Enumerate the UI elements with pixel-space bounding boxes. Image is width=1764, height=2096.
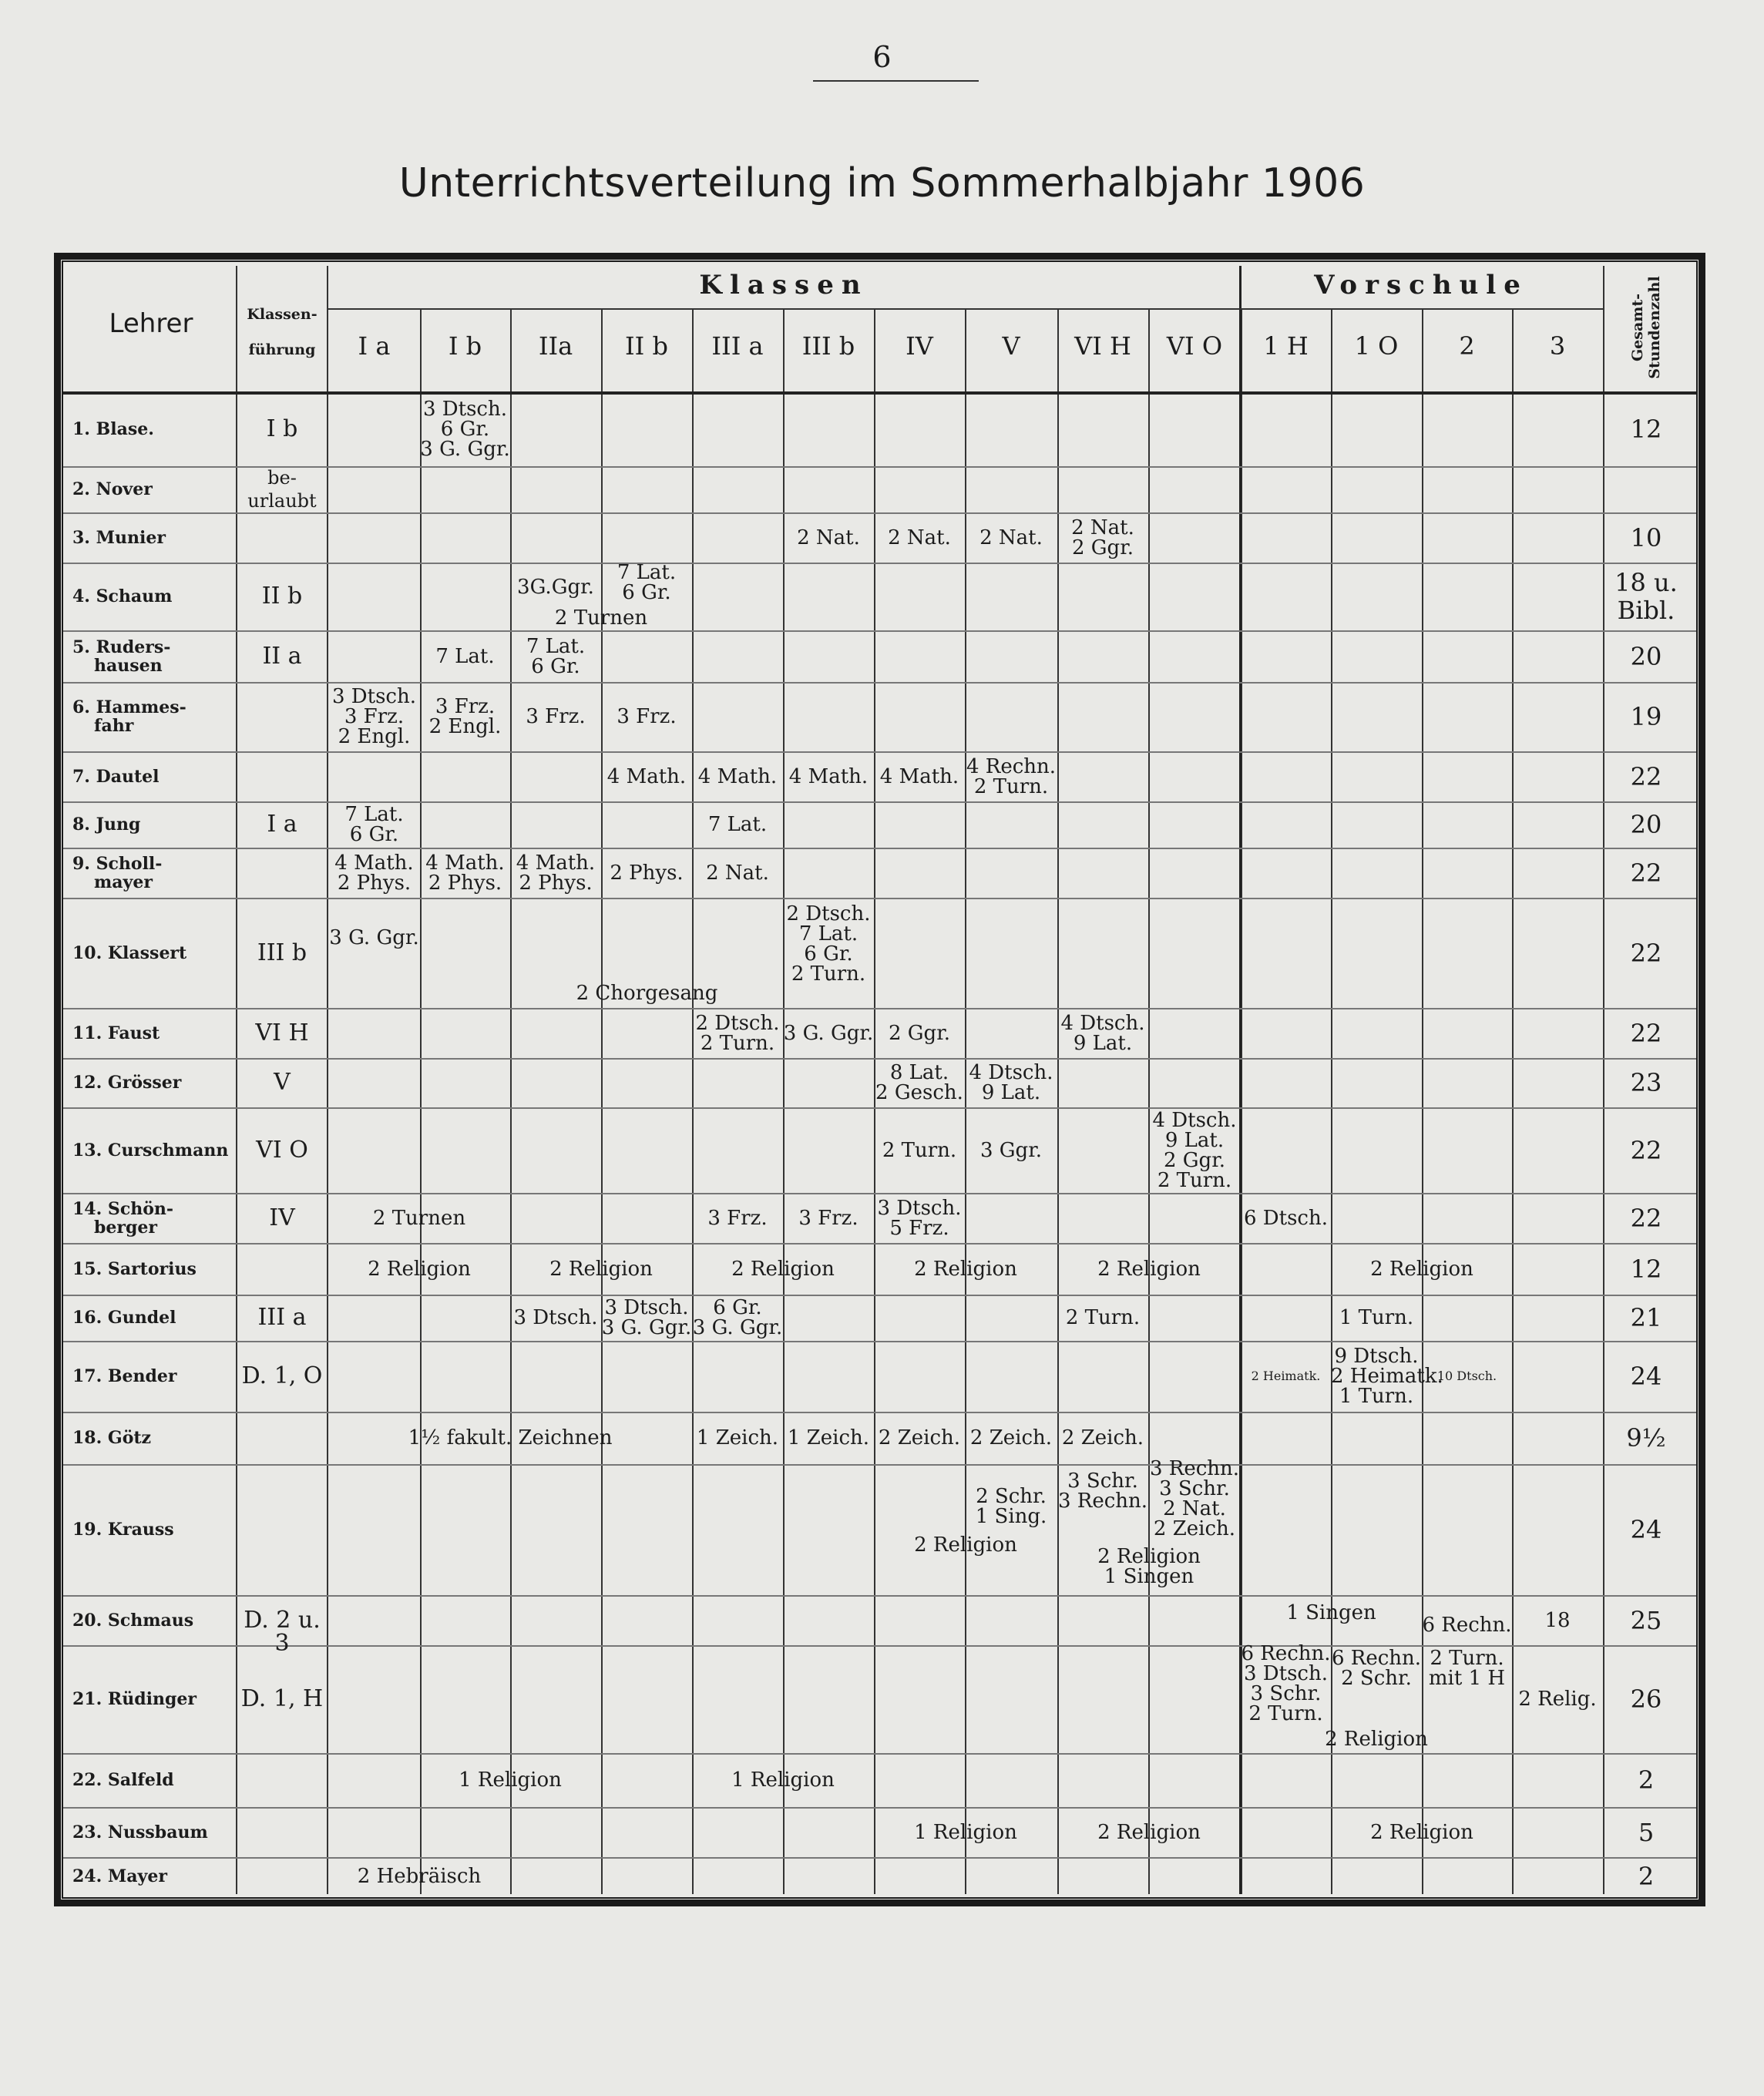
row-divider bbox=[63, 898, 1696, 899]
col-divider bbox=[601, 308, 603, 1894]
teacher-name: 18. Götz bbox=[72, 1428, 152, 1448]
row-divider bbox=[63, 1058, 1696, 1060]
schedule-cell: 3 Dtsch. bbox=[513, 1306, 598, 1329]
gesamt-stundenzahl: 20 bbox=[1630, 641, 1662, 671]
klassenfuehrung-value: D. 1, O bbox=[241, 1362, 323, 1389]
schedule-cell: 1 Religion bbox=[459, 1768, 562, 1792]
gesamt-stundenzahl: 5 bbox=[1638, 1817, 1655, 1847]
schedule-cell: 2 Religion bbox=[1370, 1257, 1473, 1281]
header-col-iv: IV bbox=[906, 331, 933, 361]
gesamt-stundenzahl: 24 bbox=[1630, 1515, 1662, 1544]
schedule-cell-line: 2 Phys. bbox=[428, 871, 502, 895]
schedule-cell-line: 4 Math. bbox=[425, 851, 505, 875]
schedule-cell bbox=[328, 687, 420, 747]
schedule-cell-line: 3 Schr. bbox=[1250, 1682, 1322, 1705]
teacher-name: 23. Nussbaum bbox=[72, 1822, 208, 1842]
teacher-name: 13. Curschmann bbox=[72, 1140, 229, 1161]
schedule-cell bbox=[1057, 1471, 1148, 1511]
page-number-rule bbox=[813, 80, 979, 82]
schedule-cell-line: mit 1 H bbox=[1428, 1667, 1506, 1690]
schedule-cell: 2 Turnen bbox=[372, 1206, 466, 1230]
schedule-cell: 2 Hebräisch bbox=[357, 1865, 482, 1888]
schedule-cell-line: 3 Schr. bbox=[1159, 1477, 1230, 1500]
schedule-cell bbox=[420, 399, 510, 459]
teacher-name: 8. Jung bbox=[72, 815, 141, 835]
gesamt-stundenzahl: 2 bbox=[1638, 1862, 1655, 1891]
gesamt-stundenzahl: 25 bbox=[1630, 1605, 1662, 1635]
schedule-cell-line: 9 Lat. bbox=[1073, 1031, 1133, 1055]
schedule-cell: 2 Nat. bbox=[979, 526, 1043, 549]
schedule-cell: 6 Rechn. bbox=[1422, 1613, 1512, 1637]
teacher-name bbox=[72, 1200, 173, 1237]
header-col-v: V bbox=[1002, 331, 1020, 361]
header-divider bbox=[328, 308, 1603, 310]
gesamt-stundenzahl: 22 bbox=[1630, 761, 1662, 791]
schedule-cell-line: 6 Gr. bbox=[349, 823, 399, 846]
teacher-name: 3. Munier bbox=[72, 527, 166, 548]
gesamt-line: 18 u. bbox=[1614, 568, 1678, 597]
schedule-cell-line: 6 Gr. bbox=[713, 1296, 762, 1319]
schedule-cell: 3 Frz. bbox=[617, 705, 677, 728]
row-divider bbox=[63, 682, 1696, 684]
schedule-cell: 2 Turn. bbox=[1065, 1306, 1141, 1329]
schedule-cell-line: 7 Lat. bbox=[526, 634, 586, 658]
teacher-name: 7. Dautel bbox=[72, 766, 160, 787]
schedule-cell-line: 4 Rechn. bbox=[966, 754, 1057, 778]
schedule-cell bbox=[1148, 1459, 1241, 1539]
schedule-cell: 7 Lat. bbox=[707, 813, 768, 836]
schedule-cell-line: 3 Dtsch. bbox=[877, 1196, 962, 1220]
schedule-cell-line: 2 Dtsch. bbox=[786, 902, 871, 925]
header-klassenfuehrung bbox=[237, 297, 327, 368]
gesamt-stundenzahl: 24 bbox=[1630, 1362, 1662, 1391]
header-col-iia: IIa bbox=[538, 331, 573, 361]
schedule-cell: 2 Religion bbox=[549, 1257, 653, 1281]
schedule-cell-line: 3 Dtsch. bbox=[331, 685, 416, 708]
row-divider bbox=[63, 1008, 1696, 1009]
schedule-cell: 2 Religion bbox=[1097, 1257, 1201, 1281]
col-divider bbox=[510, 308, 512, 1894]
schedule-cell-line: 2 Phys. bbox=[337, 871, 412, 895]
teacher-name: 17. Bender bbox=[72, 1366, 177, 1386]
gesamt-stundenzahl: 23 bbox=[1630, 1068, 1662, 1097]
schedule-cell bbox=[420, 697, 510, 737]
col-divider bbox=[692, 308, 694, 1894]
row-divider bbox=[63, 848, 1696, 849]
schedule-cell: 1½ fakult. Zeichnen bbox=[408, 1426, 613, 1449]
schedule-cell: 3 Frz. bbox=[798, 1206, 858, 1230]
schedule-cell-line: 2 Turn. bbox=[1157, 1168, 1232, 1192]
schedule-cell-line: 2 Turn. bbox=[791, 962, 866, 986]
schedule-cell-line: 2 Nat. bbox=[1071, 516, 1134, 539]
schedule-cell-line: 2 Heimatk. bbox=[1331, 1365, 1443, 1388]
schedule-cell-line: 6 Gr. bbox=[622, 581, 671, 604]
schedule-cell: 1 Singen bbox=[1286, 1601, 1376, 1624]
klassenfuehrung-value: I b bbox=[266, 415, 298, 442]
klassenfuehrung-value: IV bbox=[269, 1204, 295, 1231]
schedule-cell: 1 Zeich. bbox=[787, 1426, 870, 1449]
klassenfuehrung-value: VI O bbox=[256, 1136, 308, 1164]
header-col-vio: VI O bbox=[1166, 331, 1223, 361]
row-divider bbox=[63, 1243, 1696, 1244]
header-bottom-rule bbox=[63, 391, 1696, 395]
schedule-cell bbox=[420, 853, 510, 893]
schedule-cell-line: 3 Rechn. bbox=[1149, 1457, 1240, 1480]
schedule-cell-line: 5 Frz. bbox=[889, 1216, 949, 1240]
row-divider bbox=[63, 1464, 1696, 1466]
schedule-cell bbox=[965, 754, 1057, 798]
schedule-cell-line: 6 Gr. bbox=[440, 417, 490, 441]
schedule-cell: 1 Zeich. bbox=[696, 1426, 779, 1449]
schedule-cell: 2 Ggr. bbox=[888, 1021, 951, 1045]
schedule-cell-line: 2 Schr. bbox=[976, 1485, 1047, 1508]
col-divider bbox=[327, 266, 328, 1894]
gesamt-stundenzahl: 22 bbox=[1630, 858, 1662, 888]
gesamt-stundenzahl: 22 bbox=[1630, 1135, 1662, 1165]
row-divider bbox=[63, 563, 1696, 564]
schedule-cell-line: 2 Phys. bbox=[519, 871, 593, 895]
teacher-name-line: berger bbox=[94, 1217, 157, 1238]
header-lehrer: Lehrer bbox=[109, 308, 193, 339]
schedule-cell-line: 1 Singen bbox=[1104, 1565, 1194, 1588]
schedule-cell: 2 Nat. bbox=[797, 526, 860, 549]
schedule-cell: 18 bbox=[1544, 1608, 1571, 1632]
schedule-cell-line: 2 Dtsch. bbox=[695, 1011, 780, 1035]
row-divider bbox=[63, 1341, 1696, 1342]
teacher-name-line: fahr bbox=[94, 716, 134, 736]
row-divider bbox=[63, 751, 1696, 753]
schedule-cell-line: 2 Zeich. bbox=[1153, 1517, 1236, 1540]
header-col-3: 3 bbox=[1549, 331, 1566, 361]
schedule-cell bbox=[601, 1298, 692, 1338]
schedule-cell: 7 Lat. bbox=[435, 644, 495, 668]
schedule-cell: 2 Religion bbox=[1097, 1820, 1201, 1844]
klassenfuehrung-value: III a bbox=[257, 1304, 307, 1331]
teacher-name bbox=[72, 638, 170, 675]
schedule-cell-line: 6 Gr. bbox=[804, 942, 853, 966]
schedule-cell-line: 6 Rechn. bbox=[1331, 1647, 1422, 1670]
schedule-cell: 2 Turn. bbox=[882, 1138, 957, 1162]
schedule-cell bbox=[965, 1063, 1057, 1103]
schedule-cell-line: 7 Lat. bbox=[344, 803, 404, 826]
teacher-name: 16. Gundel bbox=[72, 1308, 176, 1328]
schedule-cell-line: 7 Lat. bbox=[617, 561, 677, 584]
gesamt-line: Bibl. bbox=[1617, 596, 1675, 625]
row-divider bbox=[63, 1753, 1696, 1755]
schedule-cell bbox=[1057, 1547, 1241, 1587]
schedule-cell-line: 1 Turn. bbox=[1339, 1385, 1414, 1408]
teacher-name: 15. Sartorius bbox=[72, 1258, 197, 1279]
header-col-1h: 1 H bbox=[1263, 331, 1309, 361]
schedule-cell: 2 Nat. bbox=[888, 526, 951, 549]
gesamt-stundenzahl: 20 bbox=[1630, 810, 1662, 839]
header-col-iiia: III a bbox=[711, 331, 764, 361]
header-col-2: 2 bbox=[1459, 331, 1475, 361]
schedule-cell-line: 2 Engl. bbox=[338, 725, 411, 748]
header-col-ia: I a bbox=[358, 331, 391, 361]
schedule-cell: 6 Dtsch. bbox=[1243, 1206, 1328, 1230]
schedule-cell: 2 Zeich. bbox=[878, 1426, 961, 1449]
schedule-cell-line: 9 Lat. bbox=[1164, 1128, 1225, 1152]
schedule-cell: 3 Ggr. bbox=[979, 1138, 1043, 1162]
schedule-cell-line: 2 Engl. bbox=[428, 715, 502, 738]
klassenfuehrung-value: II a bbox=[262, 642, 302, 670]
schedule-cell-line: 2 Religion bbox=[1097, 1545, 1201, 1568]
schedule-cell bbox=[783, 904, 874, 984]
gesamt-stundenzahl: 22 bbox=[1630, 1203, 1662, 1233]
schedule-cell: 2 Religion bbox=[914, 1257, 1017, 1281]
schedule-cell-line: 3 Dtsch. bbox=[1243, 1662, 1328, 1685]
header-col-iib: II b bbox=[625, 331, 668, 361]
schedule-cell: 1 Religion bbox=[731, 1768, 835, 1792]
header-gesamt-line1: Gesamt- bbox=[1629, 293, 1646, 362]
teacher-name-line: mayer bbox=[94, 872, 153, 892]
schedule-cell: 1 Religion bbox=[914, 1820, 1017, 1844]
schedule-cell: 2 Heimatk. bbox=[1251, 1369, 1321, 1383]
row-divider bbox=[63, 1595, 1696, 1597]
teacher-name: 1. Blase. bbox=[72, 418, 154, 439]
klassenfuehrung-line: be- bbox=[267, 467, 297, 489]
gesamt-stundenzahl: 9½ bbox=[1626, 1423, 1666, 1453]
schedule-cell: 2 Phys. bbox=[610, 861, 684, 885]
schedule-cell: 1 Turn. bbox=[1339, 1306, 1414, 1329]
teacher-name-line: 9. Scholl- bbox=[72, 853, 163, 874]
schedule-cell-line: 4 Dtsch. bbox=[1060, 1011, 1145, 1035]
schedule-cell-line: 3 G. Ggr. bbox=[601, 1316, 692, 1339]
schedule-cell-line: 2 Ggr. bbox=[1163, 1148, 1226, 1172]
teacher-name-line: 5. Ruders- bbox=[72, 637, 171, 657]
header-klassen: Klassen bbox=[699, 270, 869, 301]
col-divider bbox=[1148, 308, 1150, 1894]
schedule-cell bbox=[1057, 518, 1148, 558]
header-klassenfuehrung-line1: Klassen- bbox=[247, 306, 318, 323]
gesamt-stundenzahl: 12 bbox=[1630, 414, 1662, 444]
row-divider bbox=[63, 1857, 1696, 1859]
schedule-cell bbox=[965, 1486, 1057, 1527]
schedule-cell-line: 3 Dtsch. bbox=[604, 1296, 689, 1319]
header-col-iiib: III b bbox=[801, 331, 855, 361]
row-divider bbox=[63, 1107, 1696, 1109]
gesamt-stundenzahl: 19 bbox=[1630, 702, 1662, 731]
schedule-cell bbox=[692, 1298, 783, 1338]
schedule-cell-line: 4 Math. bbox=[334, 851, 414, 875]
page-title: Unterrichtsverteilung im Sommerhalbjahr 1906 bbox=[398, 160, 1366, 207]
schedule-cell: 2 Turnen bbox=[554, 606, 648, 630]
klassenfuehrung-value: D. 2 u. 3 bbox=[244, 1606, 321, 1657]
teacher-name: 2. Nover bbox=[72, 479, 153, 499]
schedule-cell: 2 Religion bbox=[1370, 1820, 1473, 1844]
gesamt-stundenzahl: 21 bbox=[1630, 1303, 1662, 1332]
teacher-name: 22. Salfeld bbox=[72, 1770, 174, 1790]
schedule-cell-line: 3 G. Ggr. bbox=[420, 437, 510, 461]
klassenfuehrung-value: V bbox=[274, 1069, 291, 1096]
schedule-cell: 2 Religion bbox=[368, 1257, 471, 1281]
schedule-cell-line: 4 Dtsch. bbox=[969, 1061, 1053, 1084]
teacher-name-line: 14. Schön- bbox=[72, 1198, 174, 1219]
gesamt-stundenzahl: 22 bbox=[1630, 938, 1662, 968]
klassenfuehrung-value: I a bbox=[267, 811, 297, 838]
row-divider bbox=[63, 1193, 1696, 1194]
schedule-cell-line: 3 Schr. bbox=[1067, 1470, 1138, 1493]
schedule-cell bbox=[601, 563, 692, 603]
teacher-name: 4. Schaum bbox=[72, 586, 173, 606]
gesamt-stundenzahl: 26 bbox=[1630, 1685, 1662, 1714]
row-divider bbox=[63, 1807, 1696, 1809]
schedule-cell: 2 Zeich. bbox=[1061, 1426, 1144, 1449]
schedule-cell-line: 3 G. Ggr. bbox=[692, 1316, 783, 1339]
schedule-cell-line: 9 Lat. bbox=[981, 1081, 1041, 1104]
schedule-cell bbox=[1148, 1110, 1241, 1191]
schedule-cell: 2 Relig. bbox=[1518, 1688, 1597, 1711]
klassenfuehrung-value: III b bbox=[257, 939, 307, 966]
schedule-cell-line: 2 Nat. bbox=[1163, 1497, 1226, 1520]
schedule-cell bbox=[1057, 1013, 1148, 1053]
schedule-cell-line: 4 Math. bbox=[516, 851, 596, 875]
row-divider bbox=[63, 630, 1696, 632]
schedule-cell: 2 Zeich. bbox=[969, 1426, 1053, 1449]
schedule-cell bbox=[692, 1013, 783, 1053]
teacher-name: 10. Klassert bbox=[72, 942, 187, 963]
teacher-name: 11. Faust bbox=[72, 1023, 160, 1043]
gesamt-stundenzahl: 10 bbox=[1630, 522, 1662, 553]
gesamt-stundenzahl: 2 bbox=[1638, 1765, 1655, 1795]
header-col-1o: 1 O bbox=[1354, 331, 1399, 361]
gesamt-stundenzahl: 22 bbox=[1630, 1018, 1662, 1048]
schedule-cell-line: 7 Lat. bbox=[798, 922, 858, 946]
schedule-cell: 2 Religion bbox=[731, 1257, 835, 1281]
schedule-cell: 2 Religion bbox=[914, 1533, 1017, 1557]
teacher-name: 24. Mayer bbox=[72, 1866, 167, 1886]
schedule-cell-line: 6 Gr. bbox=[531, 654, 580, 678]
schedule-cell bbox=[1331, 1648, 1422, 1688]
schedule-cell-line: 2 Gesch. bbox=[875, 1081, 963, 1104]
teacher-name: 12. Grösser bbox=[72, 1073, 182, 1093]
teacher-name: 21. Rüdinger bbox=[72, 1689, 197, 1709]
teacher-name: 20. Schmaus bbox=[72, 1610, 194, 1631]
schedule-cell-line: 2 Turn. bbox=[1430, 1647, 1504, 1670]
header-gesamt-line2: Stundenzahl bbox=[1646, 276, 1663, 379]
schedule-cell bbox=[510, 853, 601, 893]
page-number: 6 bbox=[872, 40, 892, 74]
schedule-cell: 3 Frz. bbox=[707, 1206, 768, 1230]
schedule-cell: 3 G. Ggr. bbox=[329, 925, 419, 949]
schedule-cell: 2 Chorgesang bbox=[576, 981, 718, 1005]
row-divider bbox=[63, 801, 1696, 803]
schedule-cell-line: 3 Dtsch. bbox=[422, 397, 507, 421]
schedule-cell-line: 2 Turn. bbox=[1248, 1702, 1323, 1725]
teacher-name bbox=[72, 698, 186, 735]
schedule-cell: 3 G. Ggr. bbox=[783, 1021, 874, 1045]
schedule-cell: 4 Math. bbox=[788, 764, 869, 788]
schedule-cell bbox=[874, 1063, 965, 1103]
schedule-cell: 3G.Ggr. bbox=[517, 576, 594, 599]
gesamt-stundenzahl bbox=[1604, 569, 1688, 624]
schedule-cell-line: 3 Frz. bbox=[344, 705, 405, 728]
header-col-vih: VI H bbox=[1074, 331, 1131, 361]
schedule-cell-line: 2 Turn. bbox=[973, 774, 1049, 798]
schedule-cell-line: 3 Frz. bbox=[435, 695, 496, 718]
schedule-cell bbox=[1331, 1345, 1443, 1408]
teacher-name-line: hausen bbox=[94, 655, 163, 676]
schedule-cell bbox=[1241, 1644, 1331, 1724]
klassenfuehrung-value: D. 1, H bbox=[240, 1685, 324, 1712]
klassenfuehrung-value: II b bbox=[261, 583, 303, 610]
schedule-cell-line: 4 Dtsch. bbox=[1152, 1108, 1237, 1132]
schedule-cell bbox=[328, 804, 420, 845]
col-divider bbox=[420, 308, 422, 1894]
schedule-cell: 4 Math. bbox=[606, 764, 687, 788]
teacher-name bbox=[72, 855, 162, 892]
row-divider bbox=[63, 1412, 1696, 1413]
schedule-cell bbox=[328, 853, 420, 893]
schedule-cell-line: 2 Ggr. bbox=[1071, 536, 1134, 559]
row-divider bbox=[63, 512, 1696, 514]
schedule-cell: 10 Dtsch. bbox=[1436, 1369, 1497, 1383]
row-divider bbox=[63, 1295, 1696, 1296]
schedule-cell: 4 Math. bbox=[697, 764, 778, 788]
schedule-cell-line: 2 Turn. bbox=[700, 1031, 775, 1055]
schedule-cell: 2 Nat. bbox=[706, 861, 769, 885]
schedule-cell-line: 1 Sing. bbox=[975, 1505, 1047, 1528]
col-divider bbox=[1512, 308, 1514, 1894]
schedule-cell-line: 9 Dtsch. bbox=[1334, 1345, 1419, 1368]
teacher-name: 19. Krauss bbox=[72, 1520, 174, 1540]
schedule-cell-line: 8 Lat. bbox=[889, 1061, 949, 1084]
schedule-cell bbox=[510, 634, 601, 678]
schedule-cell: 3 Frz. bbox=[526, 705, 586, 728]
schedule-cell: 4 Math. bbox=[879, 764, 959, 788]
gesamt-stundenzahl: 12 bbox=[1630, 1254, 1662, 1284]
header-col-ib: I b bbox=[448, 331, 482, 361]
klassenfuehrung-value: VI H bbox=[255, 1019, 309, 1046]
schedule-cell bbox=[874, 1198, 965, 1238]
header-klassenfuehrung-line2: führung bbox=[248, 341, 316, 358]
header-vorschule: Vorschule bbox=[1314, 270, 1528, 301]
schedule-cell-line: 3 Rechn. bbox=[1057, 1490, 1148, 1513]
klassenfuehrung-value bbox=[237, 466, 327, 512]
schedule-cell-line: 6 Rechn. bbox=[1241, 1642, 1331, 1665]
schedule-cell-line: 2 Schr. bbox=[1341, 1667, 1412, 1690]
teacher-name-line: 6. Hammes- bbox=[72, 697, 186, 717]
klassenfuehrung-line: urlaubt bbox=[247, 490, 317, 512]
schedule-cell bbox=[1422, 1648, 1512, 1688]
schedule-cell: 2 Religion bbox=[1325, 1728, 1428, 1751]
header-gesamt-stundenzahl bbox=[1604, 266, 1688, 389]
